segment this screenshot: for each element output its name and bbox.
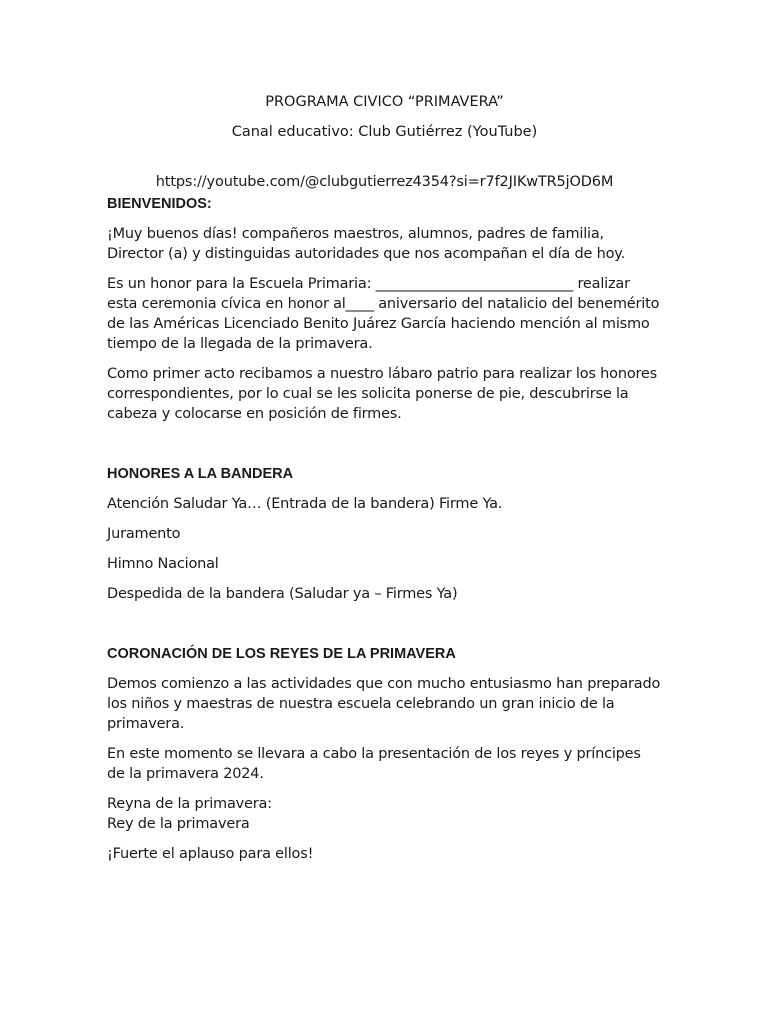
spacer xyxy=(107,434,662,464)
paragraph-activities: Demos comienzo a las actividades que con mucho entusiasmo han preparado los niños y maestras de nuestra escuela celebrando un gran inicio de la primavera. xyxy=(107,676,661,732)
youtube-link[interactable]: https://youtube.com/@clubgutierrez4354?si=r7f2JIKwTR5jOD6M xyxy=(155,174,614,190)
document-page xyxy=(107,92,662,874)
rey-label: Rey de la primavera xyxy=(107,816,250,832)
section-heading-bienvenidos: BIENVENIDOS: xyxy=(107,196,212,212)
paragraph-applause: ¡Fuerte el aplauso para ellos! xyxy=(107,846,314,862)
paragraph-presentation: En este momento se llevara a cabo la presentación de los reyes y príncipes de la primavera 2024. xyxy=(107,746,641,782)
document-title: PROGRAMA CIVICO “PRIMAVERA” xyxy=(265,94,504,110)
list-item-atencion: Atención Saludar Ya… (Entrada de la bandera) Firme Ya. xyxy=(107,496,503,512)
list-item-juramento: Juramento xyxy=(107,526,181,542)
paragraph-honor: Es un honor para la Escuela Primaria: ____________________________ realizar esta ceremonia cívica en honor al____ aniversario del natalicio del benemérito de las Américas Licenciado Benito Juárez García haciendo mención al mismo tiempo de la llegada de la primavera. xyxy=(107,276,660,352)
section-heading-honores: HONORES A LA BANDERA xyxy=(107,466,294,482)
spacer xyxy=(107,614,662,644)
document-subtitle: Canal educativo: Club Gutiérrez (YouTube) xyxy=(231,124,538,140)
list-item-himno: Himno Nacional xyxy=(107,556,219,572)
royalty-list xyxy=(107,794,662,834)
reyna-label: Reyna de la primavera: xyxy=(107,796,272,812)
section-heading-coronacion: CORONACIÓN DE LOS REYES DE LA PRIMAVERA xyxy=(107,646,456,662)
paragraph-greeting: ¡Muy buenos días! compañeros maestros, alumnos, padres de familia, Director (a) y distinguidas autoridades que nos acompañan el día de hoy. xyxy=(107,226,625,262)
paragraph-first-act: Como primer acto recibamos a nuestro lábaro patrio para realizar los honores correspondientes, por lo cual se les solicita ponerse de pie, descubrirse la cabeza y colocarse en posición de firmes. xyxy=(107,366,658,422)
list-item-despedida: Despedida de la bandera (Saludar ya – Firmes Ya) xyxy=(107,586,458,602)
